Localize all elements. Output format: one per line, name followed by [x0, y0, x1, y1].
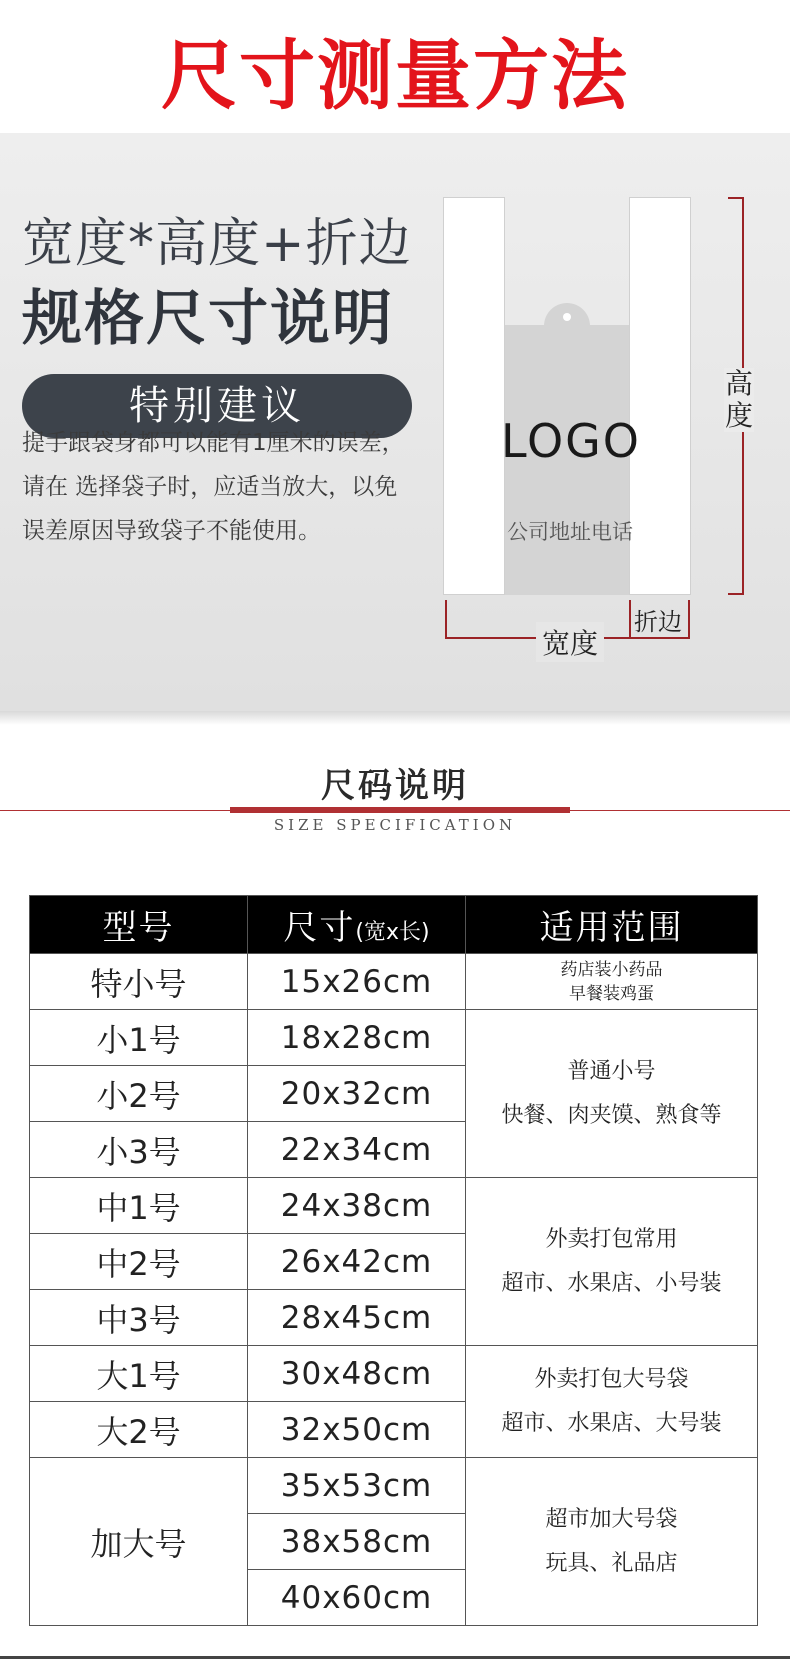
model-cell: 小2号: [30, 1066, 248, 1122]
size-cell: 32x50cm: [248, 1402, 466, 1458]
spec-title: 尺码说明: [321, 766, 469, 806]
model-cell: 小1号: [30, 1010, 248, 1066]
note-line-3: 误差原因导致袋子不能使用。: [22, 518, 321, 544]
use-line-1: 超市加大号袋: [545, 1506, 678, 1532]
header-use: 适用范围: [466, 896, 758, 954]
advice-pill: 特别建议: [22, 374, 412, 438]
note-line-2: 请在 选择袋子时，应适当放大，以免: [22, 474, 398, 500]
use-line-2: 早餐装鸡蛋: [569, 983, 654, 1004]
size-cell: 35x53cm: [248, 1458, 466, 1514]
fold-label: 折边: [634, 608, 682, 636]
table-row: [30, 1010, 758, 1066]
height-label: 高度: [724, 367, 753, 432]
model-cell: 小3号: [30, 1122, 248, 1178]
header-size: [248, 896, 466, 954]
note-line-1: 提手跟袋身都可以能有1厘米的误差，: [22, 430, 405, 456]
use-line-2: 超市、水果店、小号装: [501, 1270, 722, 1296]
model-cell: 中3号: [30, 1290, 248, 1346]
size-cell: 38x58cm: [248, 1514, 466, 1570]
bag-logo-text: LOGO: [500, 414, 642, 468]
spec-heading: 规格尺寸说明: [22, 284, 394, 354]
header-model: 型号: [30, 896, 248, 954]
bag-address-text: 公司地址电话: [507, 520, 633, 544]
width-label: 宽度: [536, 622, 604, 662]
bag-hole: [563, 313, 571, 321]
use-cell: [466, 1458, 758, 1626]
use-cell: [466, 1010, 758, 1178]
header-size-main: 尺寸: [283, 908, 356, 948]
use-line-1: 外卖打包大号袋: [534, 1366, 689, 1392]
table-row: [30, 954, 758, 1010]
page-title: 尺寸测量方法: [161, 31, 629, 120]
fold-dimension-tick: [629, 600, 631, 638]
use-cell: [466, 954, 758, 1010]
use-line-1: 普通小号: [567, 1058, 656, 1084]
size-cell: 15x26cm: [248, 954, 466, 1010]
formula-heading: 宽度*高度+折边: [22, 214, 412, 274]
use-cell: [466, 1346, 758, 1458]
height-dimension-bottom-tick: [728, 593, 744, 595]
size-cell: 26x42cm: [248, 1234, 466, 1290]
table-row: [30, 1178, 758, 1234]
model-cell: 大1号: [30, 1346, 248, 1402]
size-cell: 30x48cm: [248, 1346, 466, 1402]
table-header-row: [30, 896, 758, 954]
use-line-1: 药店装小药品: [560, 959, 663, 980]
size-cell: 40x60cm: [248, 1570, 466, 1626]
table-row: [30, 1346, 758, 1402]
bottom-border: [0, 1656, 790, 1659]
model-cell: 大2号: [30, 1402, 248, 1458]
size-table: [29, 895, 758, 1626]
header-size-small: (宽x长): [355, 920, 430, 945]
table-row: [30, 1458, 758, 1514]
use-line-2: 玩具、礼品店: [545, 1550, 678, 1576]
spec-subtitle: SIZE SPECIFICATION: [273, 816, 517, 834]
model-cell: 中1号: [30, 1178, 248, 1234]
size-cell: 24x38cm: [248, 1178, 466, 1234]
use-cell: [466, 1178, 758, 1346]
use-line-2: 超市、水果店、大号装: [501, 1410, 722, 1436]
model-cell: 中2号: [30, 1234, 248, 1290]
panel-shadow: [0, 711, 790, 725]
size-cell: 22x34cm: [248, 1122, 466, 1178]
model-cell: 特小号: [30, 954, 248, 1010]
size-cell: 18x28cm: [248, 1010, 466, 1066]
spec-divider-accent: [230, 807, 570, 813]
width-dimension-left-tick: [445, 600, 447, 638]
use-line-2: 快餐、肉夹馍、熟食等: [501, 1102, 722, 1128]
height-dimension-top-tick: [728, 197, 744, 199]
width-dimension-right-tick: [688, 600, 690, 638]
size-cell: 28x45cm: [248, 1290, 466, 1346]
size-cell: 20x32cm: [248, 1066, 466, 1122]
model-cell: 加大号: [30, 1458, 248, 1626]
use-line-1: 外卖打包常用: [545, 1226, 678, 1252]
